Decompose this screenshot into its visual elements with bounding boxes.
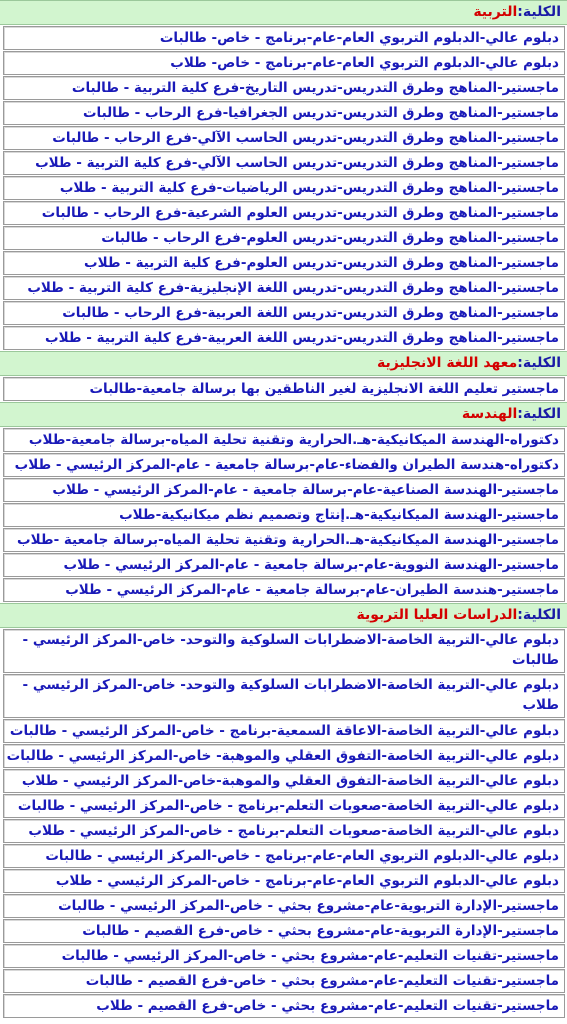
college-name: التربية xyxy=(473,4,518,20)
program-row[interactable]: ماجستير-هندسة الطيران-عام-برسالة جامعية - عام-المركز الرئيسي - طلاب xyxy=(3,578,565,602)
college-label: الكلية xyxy=(522,406,561,422)
program-row[interactable]: ماجستير-المناهج وطرق التدريس-تدريس العلوم الشرعية-فرع الرحاب - طالبات xyxy=(3,201,565,225)
program-row[interactable]: ماجستير-المناهج وطرق التدريس-تدريس العلوم-فرع الرحاب - طالبات xyxy=(3,226,565,250)
program-row[interactable]: ماجستير-تقنيات التعليم-عام-مشروع بحثي - خاص-فرع القصيم - طلاب xyxy=(3,994,565,1018)
program-row[interactable]: ماجستير-المناهج وطرق التدريس-تدريس الجغرافيا-فرع الرحاب - طالبات xyxy=(3,101,565,125)
program-row[interactable]: ماجستير-المناهج وطرق التدريس-تدريس اللغة العربية-فرع الرحاب - طالبات xyxy=(3,301,565,325)
program-row[interactable]: ماجستير-المناهج وطرق التدريس-تدريس الحاسب الآلي-فرع الرحاب - طالبات xyxy=(3,126,565,150)
program-row[interactable]: دبلوم عالي-الدبلوم التربوي العام-عام-برنامج - خاص-المركز الرئيسي - طالبات xyxy=(3,844,565,868)
college-header xyxy=(0,402,567,427)
college-header xyxy=(0,603,567,628)
program-row[interactable]: ماجستير-الهندسة الميكانيكية-هـ.إنتاج وتصميم نظم ميكانيكية-طلاب xyxy=(3,503,565,527)
college-separator: : xyxy=(517,607,523,623)
program-row[interactable]: ماجستير-المناهج وطرق التدريس-تدريس التاريخ-فرع كلية التربية - طالبات xyxy=(3,76,565,100)
program-row[interactable]: دبلوم عالي-التربية الخاصة-صعوبات التعلم-برنامج - خاص-المركز الرئيسي - طالبات xyxy=(3,794,565,818)
college-label: الكلية xyxy=(522,4,561,20)
program-row[interactable]: دبلوم عالي-التربية الخاصة-التفوق العقلي والموهبة- خاص-المركز الرئيسي - طالبات xyxy=(3,744,565,768)
program-row[interactable]: ماجستير-المناهج وطرق التدريس-تدريس اللغة العربية-فرع كلية التربية - طلاب xyxy=(3,326,565,350)
college-separator: : xyxy=(517,4,523,20)
program-row[interactable]: ماجستير-الإدارة التربوية-عام-مشروع بحثي - خاص-فرع القصيم - طالبات xyxy=(3,919,565,943)
college-label: الكلية xyxy=(522,355,561,371)
college-name: معهد اللغة الانجليزية xyxy=(376,355,518,371)
college-name: الهندسة xyxy=(461,406,518,422)
program-row[interactable]: ماجستير-المناهج وطرق التدريس-تدريس العلوم-فرع كلية التربية - طلاب xyxy=(3,251,565,275)
program-row[interactable]: ماجستير-الهندسة الصناعية-عام-برسالة جامعية - عام-المركز الرئيسي - طلاب xyxy=(3,478,565,502)
college-separator: : xyxy=(517,355,523,371)
program-row[interactable]: دبلوم عالي-التربية الخاصة-الاضطرابات السلوكية والتوحد- خاص-المركز الرئيسي - طلاب xyxy=(3,674,565,718)
program-row[interactable]: ماجستير-المناهج وطرق التدريس-تدريس الرياضيات-فرع كلية التربية - طلاب xyxy=(3,176,565,200)
program-row[interactable]: ماجستير-الإدارة التربوية-عام-مشروع بحثي - خاص-المركز الرئيسي - طالبات xyxy=(3,894,565,918)
program-row[interactable]: دبلوم عالي-التربية الخاصة-التفوق العقلي والموهبة-خاص-المركز الرئيسي - طلاب xyxy=(3,769,565,793)
program-row[interactable]: دكتوراه-هندسة الطيران والفضاء-عام-برسالة جامعية - عام-المركز الرئيسي - طلاب xyxy=(3,453,565,477)
college-header xyxy=(0,351,567,376)
program-row[interactable]: ماجستير-الهندسة الميكانيكية-هـ.الحرارية وتقنية تحلية المياه-برسالة جامعية -طلاب xyxy=(3,528,565,552)
program-row[interactable]: دبلوم عالي-الدبلوم التربوي العام-عام-برنامج - خاص- طلاب xyxy=(3,51,565,75)
program-row[interactable]: ماجستير-تقنيات التعليم-عام-مشروع بحثي - خاص-فرع القصيم - طالبات xyxy=(3,969,565,993)
program-row[interactable]: ماجستير-الهندسة النووية-عام-برسالة جامعية - عام-المركز الرئيسي - طلاب xyxy=(3,553,565,577)
program-row[interactable]: دبلوم عالي-التربية الخاصة-صعوبات التعلم-برنامج - خاص-المركز الرئيسي - طلاب xyxy=(3,819,565,843)
program-row[interactable]: ماجستير-المناهج وطرق التدريس-تدريس اللغة الإنجليزية-فرع كلية التربية - طلاب xyxy=(3,276,565,300)
program-row[interactable]: ماجستير-تقنيات التعليم-عام-مشروع بحثي - خاص-المركز الرئيسي - طالبات xyxy=(3,944,565,968)
program-row[interactable]: ماجستير-المناهج وطرق التدريس-تدريس الحاسب الآلي-فرع كلية التربية - طلاب xyxy=(3,151,565,175)
program-row[interactable]: دبلوم عالي-التربية الخاصة-الاعاقة السمعية-برنامج - خاص-المركز الرئيسي - طالبات xyxy=(3,719,565,743)
college-name: الدراسات العليا التربوية xyxy=(356,607,518,623)
program-row[interactable]: دبلوم عالي-التربية الخاصة-الاضطرابات السلوكية والتوحد- خاص-المركز الرئيسي - طالبات xyxy=(3,629,565,673)
college-label: الكلية xyxy=(522,607,561,623)
college-separator: : xyxy=(517,406,523,422)
college-header xyxy=(0,0,567,25)
program-row[interactable]: دبلوم عالي-الدبلوم التربوي العام-عام-برنامج - خاص- طالبات xyxy=(3,26,565,50)
program-row[interactable]: ماجستير تعليم اللغة الانجليزية لغير الناطقين بها برسالة جامعية-طالبات xyxy=(3,377,565,401)
program-row[interactable]: دكتوراه-الهندسة الميكانيكية-هـ.الحرارية وتقنية تحلية المياه-برسالة جامعية-طلاب xyxy=(3,428,565,452)
program-row[interactable]: دبلوم عالي-الدبلوم التربوي العام-عام-برنامج - خاص-المركز الرئيسي - طلاب xyxy=(3,869,565,893)
